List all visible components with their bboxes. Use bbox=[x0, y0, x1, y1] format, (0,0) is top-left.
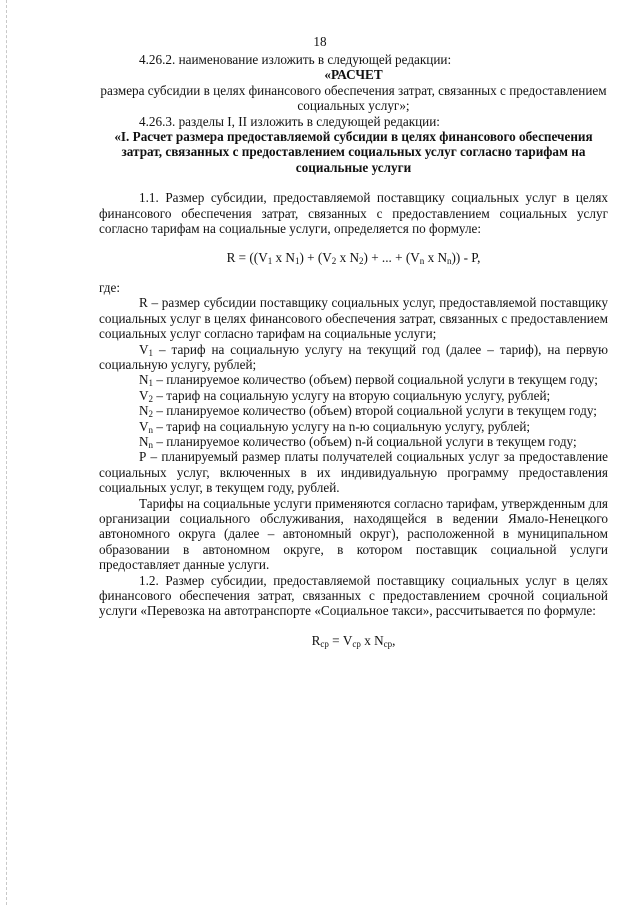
item-4-26-3: 4.26.3. разделы I, II изложить в следующей редакции: bbox=[139, 113, 440, 129]
title-rest: размера субсидии в целях финансового обеспечения затрат, связанных с предоставлением социальных услуг»; bbox=[100, 82, 607, 114]
title-caps: «РАСЧЕТ bbox=[324, 67, 383, 83]
definition-n2: $N_2$ – планируемое количество (объем) второй социальной услуги в текущем году; bbox=[139, 403, 597, 420]
definition-vn: $V_n$ – тариф на социальную услугу на n-ю социальную услугу, рублей; bbox=[139, 418, 531, 435]
where-label: где: bbox=[99, 279, 120, 295]
paragraph-1-2: 1.2. Размер субсидии, предоставляемой поставщику социальных услуг в целях финансового обеспечения затрат, связанных с предоставлением срочной социальной услуги «Перевозка на автотранспорте «Социальное такси», рассчитывается по формуле: bbox=[99, 572, 608, 619]
item-4-26-2: 4.26.2. наименование изложить в следующей редакции: bbox=[139, 52, 452, 67]
formula-subsidy: $R = ((V_1$ x $N_1) + (V_2$ x $N_2$) + ... + ($V_n$ x $N_n$)) - P, bbox=[226, 250, 481, 267]
formula-taxi-subsidy: $R_{ср} = V_{ср}$ x $N_{ср}$, bbox=[311, 632, 396, 649]
definition-v2: $V_2$ – тариф на социальную услугу на вторую социальную услугу, рублей; bbox=[139, 387, 551, 404]
document-body bbox=[99, 52, 608, 662]
tariffs-paragraph: Тарифы на социальные услуги применяются согласно тарифам, утвержденным для организации социального обслуживания, находящейся в ведении Ямало-Ненецкого автономного округа (далее – автономный округ), расположенной в муниципальном образовании в автономном округе, в котором поставщик социальной услуги предоставляет данные услуги. bbox=[99, 495, 608, 573]
scan-edge-line bbox=[6, 0, 7, 905]
definition-r: R – размер субсидии поставщику социальных услуг, предоставляемой поставщику социальных услуг в целях финансового обеспечения затрат, связанных с предоставлением социальных услуг согласно тарифам на социальные услуги; bbox=[99, 295, 608, 342]
paragraph-1-1: 1.1. Размер субсидии, предоставляемой поставщику социальных услуг в целях финансового обеспечения затрат, связанных с предоставлением социальных услуг согласно тарифам на социальные услуги, определяется по формуле: bbox=[99, 190, 608, 237]
page-number: 18 bbox=[313, 34, 327, 49]
definition-nn: $N_n$ – планируемое количество (объем) n-й социальной услуги в текущем году; bbox=[139, 433, 577, 450]
definition-p: Р – планируемый размер платы получателей социальных услуг за предоставление социальных услуг, включенных в их индивидуальную программу предоставления социальных услуг, в текущем году, рублей. bbox=[99, 449, 608, 496]
definition-v1: $V_1$ – тариф на социальную услугу на текущий год (далее – тариф), на первую социальную услугу, рублей; bbox=[99, 341, 608, 372]
section-heading: «I. Расчет размера предоставляемой субсидии в целях финансового обеспечения затрат, связанных с предоставлением социальных услуг согласно тарифам на социальные услуги bbox=[114, 129, 593, 175]
definition-n1: $N_1$ – планируемое количество (объем) первой социальной услуги в текущем году; bbox=[139, 372, 598, 389]
